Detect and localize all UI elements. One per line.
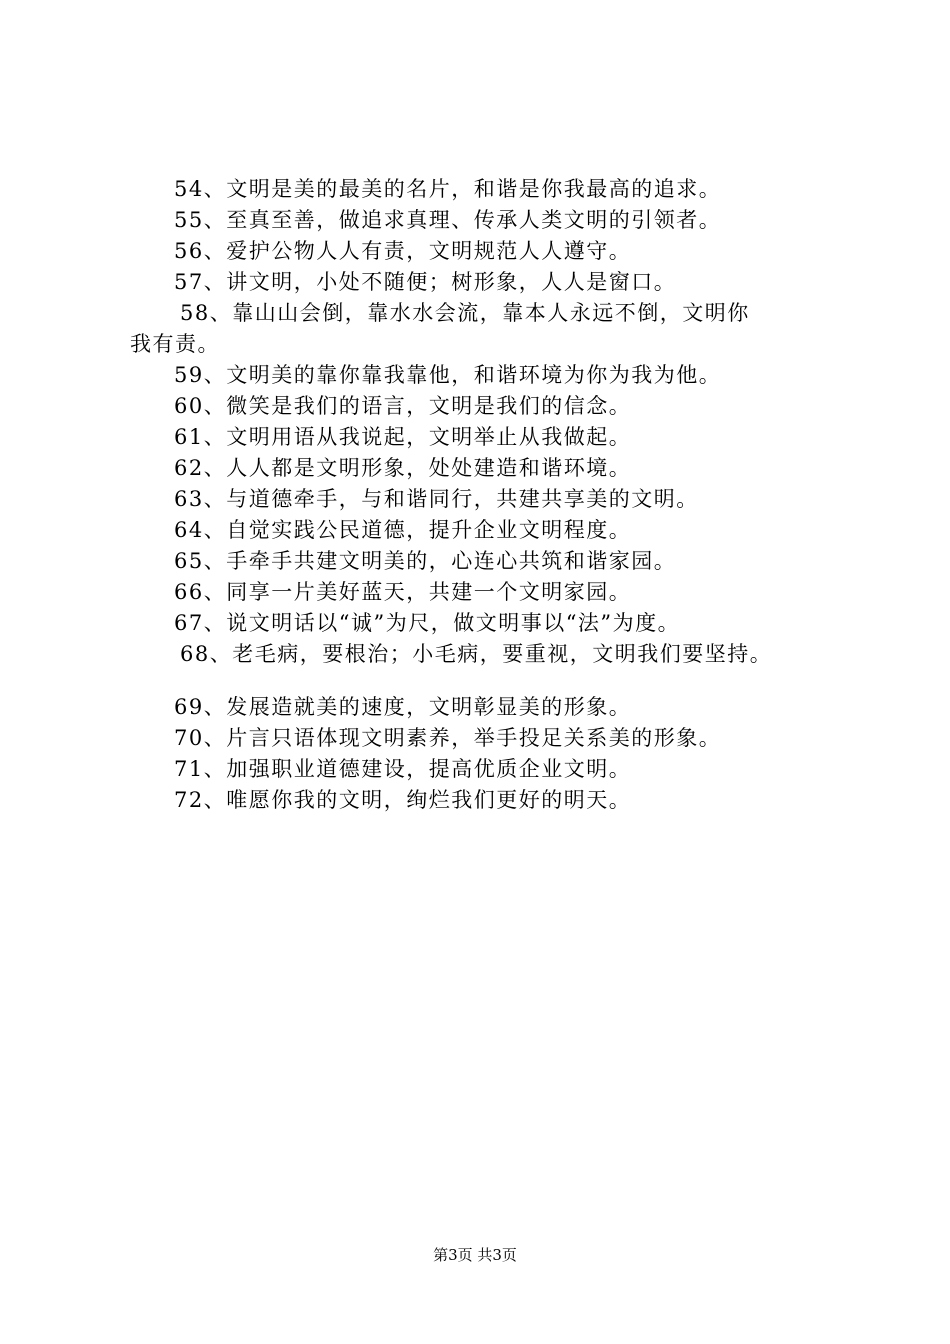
slogan-line-continuation: 我有责。 — [130, 332, 220, 356]
slogan-line: 67、说文明话以“诚”为尺，做文明事以“法”为度。 — [174, 611, 681, 635]
slogan-line: 70、片言只语体现文明素养，举手投足关系美的形象。 — [174, 726, 722, 750]
slogan-list — [0, 174, 950, 816]
slogan-line: 65、手牵手共建文明美的，心连心共筑和谐家园。 — [174, 549, 677, 573]
slogan-line: 57、讲文明，小处不随便；树形象，人人是窗口。 — [174, 270, 677, 294]
slogan-line: 69、发展造就美的速度，文明彰显美的形象。 — [174, 695, 632, 719]
slogan-line: 60、微笑是我们的语言，文明是我们的信念。 — [174, 394, 632, 418]
slogan-line: 54、文明是美的最美的名片，和谐是你我最高的追求。 — [174, 177, 722, 201]
page-footer: 第3页 共3页 — [433, 1246, 517, 1264]
slogan-line: 55、至真至善，做追求真理、传承人类文明的引领者。 — [174, 208, 722, 232]
slogan-line: 68、老毛病，要根治；小毛病，要重视，文明我们要坚持。 — [180, 642, 773, 666]
slogan-line: 62、人人都是文明形象，处处建造和谐环境。 — [174, 456, 632, 480]
slogan-line: 58、靠山山会倒，靠水水会流，靠本人永远不倒，文明你 — [180, 301, 750, 325]
slogan-line: 59、文明美的靠你靠我靠他，和谐环境为你为我为他。 — [174, 363, 722, 387]
slogan-line: 66、同享一片美好蓝天，共建一个文明家园。 — [174, 580, 632, 604]
slogan-line: 63、与道德牵手，与和谐同行，共建共享美的文明。 — [174, 487, 699, 511]
slogan-line: 61、文明用语从我说起，文明举止从我做起。 — [174, 425, 632, 449]
slogan-line: 72、唯愿你我的文明，绚烂我们更好的明天。 — [174, 788, 632, 812]
slogan-line: 56、爱护公物人人有责，文明规范人人遵守。 — [174, 239, 632, 263]
slogan-line: 64、自觉实践公民道德，提升企业文明程度。 — [174, 518, 632, 542]
slogan-line: 71、加强职业道德建设，提高优质企业文明。 — [174, 757, 632, 781]
